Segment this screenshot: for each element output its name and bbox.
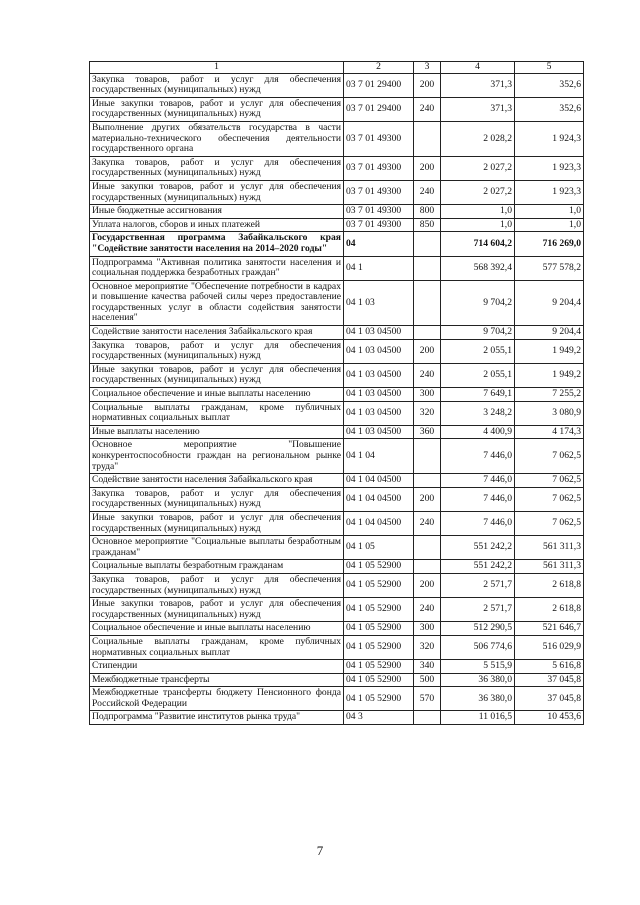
row-value-col4: 2 571,7 xyxy=(441,573,515,597)
row-value-col4: 371,3 xyxy=(441,73,515,97)
row-expense-type xyxy=(414,711,441,725)
row-code: 04 3 xyxy=(344,711,414,725)
row-value-col4: 2 055,1 xyxy=(441,363,515,387)
row-value-col4: 7 649,1 xyxy=(441,388,515,402)
row-expense-type xyxy=(414,474,441,488)
row-code: 03 7 01 49300 xyxy=(344,121,414,156)
table-row xyxy=(90,598,584,622)
table-row xyxy=(90,711,584,725)
row-value-col4: 506 774,6 xyxy=(441,635,515,659)
table-header-row xyxy=(90,62,584,74)
row-name: Закупка товаров, работ и услуг для обеспечения государственных (муниципальных) нужд xyxy=(90,487,344,511)
table-row xyxy=(90,425,584,439)
row-name: Уплата налогов, сборов и иных платежей xyxy=(90,218,344,232)
row-expense-type: 240 xyxy=(414,180,441,204)
table-row xyxy=(90,326,584,340)
table-row xyxy=(90,635,584,659)
table-row xyxy=(90,97,584,121)
row-code: 04 1 05 xyxy=(344,536,414,560)
row-value-col5: 561 311,3 xyxy=(515,536,584,560)
table-row xyxy=(90,573,584,597)
row-expense-type: 800 xyxy=(414,205,441,219)
row-value-col5: 2 618,8 xyxy=(515,573,584,597)
table-row xyxy=(90,205,584,219)
row-value-col4: 7 446,0 xyxy=(441,439,515,474)
row-name: Основное мероприятие "Социальные выплаты безработным гражданам" xyxy=(90,536,344,560)
row-name: Социальные выплаты гражданам, кроме публичных нормативных социальных выплат xyxy=(90,635,344,659)
row-name: Иные закупки товаров, работ и услуг для обеспечения государственных (муниципальных) нужд xyxy=(90,180,344,204)
table-row xyxy=(90,121,584,156)
row-code: 04 1 05 52900 xyxy=(344,622,414,636)
row-value-col5: 7 062,5 xyxy=(515,487,584,511)
table-row xyxy=(90,156,584,180)
row-name: Закупка товаров, работ и услуг для обеспечения государственных (муниципальных) нужд xyxy=(90,339,344,363)
row-name: Иные закупки товаров, работ и услуг для обеспечения государственных (муниципальных) нужд xyxy=(90,363,344,387)
row-expense-type: 240 xyxy=(414,598,441,622)
row-name: Иные закупки товаров, работ и услуг для обеспечения государственных (муниципальных) нужд xyxy=(90,511,344,535)
row-code: 04 1 04 04500 xyxy=(344,474,414,488)
table-row xyxy=(90,388,584,402)
row-expense-type xyxy=(414,280,441,325)
row-name: Подпрограмма "Активная политика занятости населения и социальная поддержка безработных граждан" xyxy=(90,256,344,280)
row-value-col4: 11 016,5 xyxy=(441,711,515,725)
row-name: Межбюджетные трансферты бюджету Пенсионного фонда Российской Федерации xyxy=(90,687,344,711)
row-value-col5: 3 080,9 xyxy=(515,401,584,425)
row-value-col5: 10 453,6 xyxy=(515,711,584,725)
row-name: Социальные выплаты гражданам, кроме публичных нормативных социальных выплат xyxy=(90,401,344,425)
table-row xyxy=(90,218,584,232)
row-expense-type: 200 xyxy=(414,573,441,597)
table-row xyxy=(90,622,584,636)
row-value-col4: 714 604,2 xyxy=(441,232,515,256)
row-code: 04 1 03 04500 xyxy=(344,326,414,340)
row-name: Иные выплаты населению xyxy=(90,425,344,439)
row-code: 04 1 05 52900 xyxy=(344,635,414,659)
row-expense-type xyxy=(414,256,441,280)
row-value-col4: 551 242,2 xyxy=(441,536,515,560)
row-name: Основное мероприятие "Повышение конкурентоспособности граждан на региональном рынке труда" xyxy=(90,439,344,474)
row-code: 04 1 04 04500 xyxy=(344,487,414,511)
row-value-col4: 2 055,1 xyxy=(441,339,515,363)
row-value-col4: 7 446,0 xyxy=(441,511,515,535)
row-value-col5: 37 045,8 xyxy=(515,687,584,711)
header-col-1: 1 xyxy=(90,62,344,74)
row-code: 03 7 01 49300 xyxy=(344,205,414,219)
row-value-col5: 4 174,3 xyxy=(515,425,584,439)
row-code: 03 7 01 29400 xyxy=(344,97,414,121)
row-code: 03 7 01 49300 xyxy=(344,156,414,180)
row-value-col4: 5 515,9 xyxy=(441,660,515,674)
row-value-col4: 7 446,0 xyxy=(441,487,515,511)
row-expense-type: 570 xyxy=(414,687,441,711)
row-expense-type xyxy=(414,232,441,256)
row-value-col5: 2 618,8 xyxy=(515,598,584,622)
row-value-col5: 1 924,3 xyxy=(515,121,584,156)
row-name: Закупка товаров, работ и услуг для обеспечения государственных (муниципальных) нужд xyxy=(90,73,344,97)
row-value-col4: 1,0 xyxy=(441,205,515,219)
row-code: 03 7 01 49300 xyxy=(344,180,414,204)
row-expense-type: 240 xyxy=(414,97,441,121)
row-value-col4: 2 027,2 xyxy=(441,156,515,180)
row-value-col5: 521 646,7 xyxy=(515,622,584,636)
row-expense-type xyxy=(414,439,441,474)
row-name: Государственная программа Забайкальского края "Содействие занятости населения на 2014–2020 годы" xyxy=(90,232,344,256)
row-value-col5: 9 204,4 xyxy=(515,280,584,325)
table-row xyxy=(90,660,584,674)
table-row xyxy=(90,560,584,574)
table-row xyxy=(90,232,584,256)
row-value-col5: 577 578,2 xyxy=(515,256,584,280)
table-body xyxy=(90,73,584,724)
row-expense-type: 300 xyxy=(414,388,441,402)
row-code: 04 1 05 52900 xyxy=(344,687,414,711)
row-value-col4: 9 704,2 xyxy=(441,280,515,325)
row-expense-type: 200 xyxy=(414,73,441,97)
table-row xyxy=(90,687,584,711)
row-name: Иные бюджетные ассигнования xyxy=(90,205,344,219)
row-expense-type: 850 xyxy=(414,218,441,232)
row-value-col4: 36 380,0 xyxy=(441,687,515,711)
row-code: 04 1 05 52900 xyxy=(344,560,414,574)
row-expense-type: 320 xyxy=(414,401,441,425)
row-expense-type: 240 xyxy=(414,363,441,387)
row-expense-type: 340 xyxy=(414,660,441,674)
row-expense-type: 300 xyxy=(414,622,441,636)
row-value-col4: 36 380,0 xyxy=(441,673,515,687)
row-code: 04 1 04 xyxy=(344,439,414,474)
row-code: 04 1 03 04500 xyxy=(344,363,414,387)
row-value-col4: 2 027,2 xyxy=(441,180,515,204)
row-value-col4: 568 392,4 xyxy=(441,256,515,280)
row-code: 04 1 03 04500 xyxy=(344,401,414,425)
row-expense-type xyxy=(414,536,441,560)
row-value-col4: 551 242,2 xyxy=(441,560,515,574)
header-col-5: 5 xyxy=(515,62,584,74)
row-name: Иные закупки товаров, работ и услуг для обеспечения государственных (муниципальных) нужд xyxy=(90,598,344,622)
row-value-col5: 352,6 xyxy=(515,97,584,121)
row-value-col5: 7 255,2 xyxy=(515,388,584,402)
row-name: Закупка товаров, работ и услуг для обеспечения государственных (муниципальных) нужд xyxy=(90,156,344,180)
table-row xyxy=(90,487,584,511)
row-value-col4: 2 028,2 xyxy=(441,121,515,156)
page-number: 7 xyxy=(316,843,324,858)
row-value-col5: 1 949,2 xyxy=(515,363,584,387)
header-col-2: 2 xyxy=(344,62,414,74)
row-value-col4: 4 400,9 xyxy=(441,425,515,439)
row-value-col4: 512 290,5 xyxy=(441,622,515,636)
row-code: 04 1 xyxy=(344,256,414,280)
table-row xyxy=(90,673,584,687)
row-expense-type xyxy=(414,121,441,156)
header-col-3: 3 xyxy=(414,62,441,74)
row-expense-type: 240 xyxy=(414,511,441,535)
row-value-col5: 1,0 xyxy=(515,218,584,232)
row-code: 03 7 01 29400 xyxy=(344,73,414,97)
table-row xyxy=(90,256,584,280)
row-name: Социальные выплаты безработным гражданам xyxy=(90,560,344,574)
row-value-col5: 561 311,3 xyxy=(515,560,584,574)
row-name: Выполнение других обязательств государства в части материально-технического обеспечения деятельности государственного органа xyxy=(90,121,344,156)
row-expense-type: 200 xyxy=(414,487,441,511)
row-name: Социальное обеспечение и иные выплаты населению xyxy=(90,622,344,636)
row-value-col4: 371,3 xyxy=(441,97,515,121)
row-expense-type xyxy=(414,326,441,340)
table-row xyxy=(90,401,584,425)
row-value-col5: 516 029,9 xyxy=(515,635,584,659)
table-row xyxy=(90,339,584,363)
row-value-col5: 7 062,5 xyxy=(515,439,584,474)
row-value-col5: 5 616,8 xyxy=(515,660,584,674)
row-code: 03 7 01 49300 xyxy=(344,218,414,232)
row-name: Межбюджетные трансферты xyxy=(90,673,344,687)
row-name: Основное мероприятие "Обеспечение потребности в кадрах и повышение качества рабочей силы через предоставление государственных услуг в области содействия занятости населения" xyxy=(90,280,344,325)
table-row xyxy=(90,73,584,97)
row-name: Закупка товаров, работ и услуг для обеспечения государственных (муниципальных) нужд xyxy=(90,573,344,597)
row-name: Стипендии xyxy=(90,660,344,674)
row-code: 04 1 03 04500 xyxy=(344,339,414,363)
row-name: Содействие занятости населения Забайкальского края xyxy=(90,474,344,488)
row-expense-type: 500 xyxy=(414,673,441,687)
row-code: 04 1 05 52900 xyxy=(344,598,414,622)
row-expense-type: 200 xyxy=(414,156,441,180)
row-expense-type: 320 xyxy=(414,635,441,659)
table-row xyxy=(90,536,584,560)
row-value-col5: 352,6 xyxy=(515,73,584,97)
row-expense-type: 200 xyxy=(414,339,441,363)
row-code: 04 xyxy=(344,232,414,256)
row-code: 04 1 03 04500 xyxy=(344,388,414,402)
row-value-col5: 9 204,4 xyxy=(515,326,584,340)
table-row xyxy=(90,511,584,535)
row-value-col5: 7 062,5 xyxy=(515,474,584,488)
row-value-col4: 2 571,7 xyxy=(441,598,515,622)
row-code: 04 1 03 04500 xyxy=(344,425,414,439)
row-name: Подпрограмма "Развитие институтов рынка труда" xyxy=(90,711,344,725)
budget-table xyxy=(89,61,584,725)
row-value-col4: 9 704,2 xyxy=(441,326,515,340)
table-row xyxy=(90,280,584,325)
row-name: Иные закупки товаров, работ и услуг для обеспечения государственных (муниципальных) нужд xyxy=(90,97,344,121)
row-value-col5: 1,0 xyxy=(515,205,584,219)
table-row xyxy=(90,363,584,387)
row-value-col4: 1,0 xyxy=(441,218,515,232)
row-value-col5: 1 923,3 xyxy=(515,156,584,180)
row-value-col5: 1 923,3 xyxy=(515,180,584,204)
row-value-col5: 37 045,8 xyxy=(515,673,584,687)
row-name: Содействие занятости населения Забайкальского края xyxy=(90,326,344,340)
row-value-col5: 7 062,5 xyxy=(515,511,584,535)
table-row xyxy=(90,439,584,474)
row-expense-type: 360 xyxy=(414,425,441,439)
row-code: 04 1 05 52900 xyxy=(344,573,414,597)
table-row xyxy=(90,474,584,488)
row-value-col5: 716 269,0 xyxy=(515,232,584,256)
header-col-4: 4 xyxy=(441,62,515,74)
row-name: Социальное обеспечение и иные выплаты населению xyxy=(90,388,344,402)
row-code: 04 1 03 xyxy=(344,280,414,325)
row-value-col5: 1 949,2 xyxy=(515,339,584,363)
row-expense-type xyxy=(414,560,441,574)
row-value-col4: 7 446,0 xyxy=(441,474,515,488)
row-code: 04 1 05 52900 xyxy=(344,673,414,687)
row-value-col4: 3 248,2 xyxy=(441,401,515,425)
table-row xyxy=(90,180,584,204)
row-code: 04 1 04 04500 xyxy=(344,511,414,535)
row-code: 04 1 05 52900 xyxy=(344,660,414,674)
